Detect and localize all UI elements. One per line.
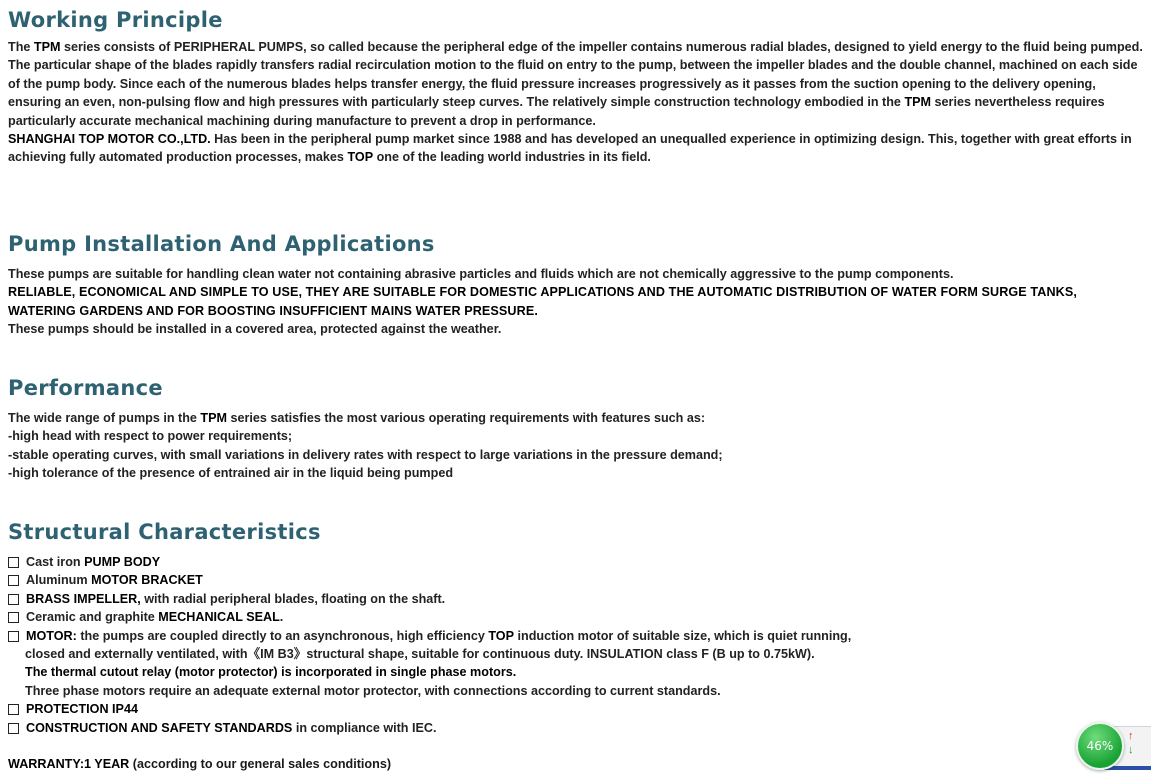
working-paragraph-1: The TPM series consists of PERIPHERAL PUMPS, so called because the peripheral edge of the impeller contains numerous radial blades, designed to yield energy to the fluid being pumped. The particular shape of the blades rapidly transfers radial recirculation motion to the fluid on entry to the pump, between the impeller blades and the double channel, machined on each side of the pump body. Since each of the numerous blades helps transfer energy, the fluid pressure increases progressively as it passes from the suction opening to the delivery opening, ensuring an even, non-pulsing flow and high pressures with particularly steep curves. The relatively simple construction technology embodied in the TPM series nevertheless requires particularly accurate mechanical machining during manufacture to prevent a drop in performance. xyxy=(8,40,1143,128)
checkbox-icon xyxy=(8,723,19,734)
list-item: Cast iron PUMP BODY xyxy=(8,553,1143,571)
zoom-widget[interactable] xyxy=(1076,720,1151,770)
list-item-continuation: Three phase motors require an adequate external motor protector, with connections according to current standards. xyxy=(25,683,721,698)
section-working-principle xyxy=(8,8,1143,167)
section-installation xyxy=(8,232,1143,339)
list-item: BRASS IMPELLER, with radial peripheral blades, floating on the shaft. xyxy=(8,590,1143,608)
working-paragraph-2: SHANGHAI TOP MOTOR CO.,LTD. Has been in the peripheral pump market since 1988 and has developed an unequalled experience in optimizing design. This, together with great efforts in achieving fully automated production processes, makes TOP one of the leading world industries in its field. xyxy=(8,132,1132,165)
list-item: Ceramic and graphite MECHANICAL SEAL. xyxy=(8,608,1143,626)
performance-feature-3: -high tolerance of the presence of entrained air in the liquid being pumped xyxy=(8,466,454,481)
heading-performance: Performance xyxy=(8,376,163,400)
checkbox-icon xyxy=(8,594,19,605)
warranty-line: WARRANTY:1 YEAR (according to our general sales conditions) xyxy=(8,757,392,771)
checkbox-icon xyxy=(8,557,19,568)
section-structural xyxy=(8,520,1143,737)
performance-feature-2: -stable operating curves, with small variations in delivery rates with respect to large variations in the pressure demand; xyxy=(8,447,723,462)
performance-intro: The wide range of pumps in the TPM series satisfies the most various operating requirements with features such as: xyxy=(8,411,706,425)
list-item: MOTOR: the pumps are coupled directly to an asynchronous, high efficiency TOP induction motor of suitable size, which is quiet running, xyxy=(8,627,1143,645)
heading-working-principle: Working Principle xyxy=(8,8,223,32)
section-performance xyxy=(8,376,1143,483)
zoom-level-button[interactable]: 46% xyxy=(1076,722,1124,770)
installation-line-3: These pumps should be installed in a covered area, protected against the weather. xyxy=(8,322,502,337)
heading-structural: Structural Characteristics xyxy=(8,520,321,544)
zoom-out-icon[interactable]: ↓ xyxy=(1128,744,1134,756)
checkbox-icon xyxy=(8,704,19,715)
performance-feature-1: -high head with respect to power requirements; xyxy=(8,429,293,444)
checkbox-icon xyxy=(8,575,19,586)
installation-line-2: RELIABLE, ECONOMICAL AND SIMPLE TO USE, THEY ARE SUITABLE FOR DOMESTIC APPLICATIONS AND THE AUTOMATIC DISTRIBUTION OF WATER FORM SURGE TANKS, WATERING GARDENS AND FOR BOOSTING INSUFFICIENT MAINS WATER PRESSURE. xyxy=(8,285,1077,318)
checkbox-icon xyxy=(8,612,19,623)
structural-list xyxy=(8,553,1143,737)
heading-installation: Pump Installation And Applications xyxy=(8,232,435,256)
installation-line-1: These pumps are suitable for handling clean water not containing abrasive particles and fluids which are not chemically aggressive to the pump components. xyxy=(8,267,954,281)
list-item-continuation: closed and externally ventilated, with《IM B3》structural shape, suitable for continuous duty. INSULATION class F (B up to 0.75kW). xyxy=(25,647,815,662)
checkbox-icon xyxy=(8,631,19,642)
list-item: Aluminum MOTOR BRACKET xyxy=(8,571,1143,589)
list-item-continuation: The thermal cutout relay (motor protector) is incorporated in single phase motors. xyxy=(25,665,517,680)
list-item: CONSTRUCTION AND SAFETY STANDARDS in compliance with IEC. xyxy=(8,719,1143,737)
list-item: PROTECTION IP44 xyxy=(8,700,1143,718)
zoom-in-icon[interactable]: ↑ xyxy=(1128,730,1134,742)
